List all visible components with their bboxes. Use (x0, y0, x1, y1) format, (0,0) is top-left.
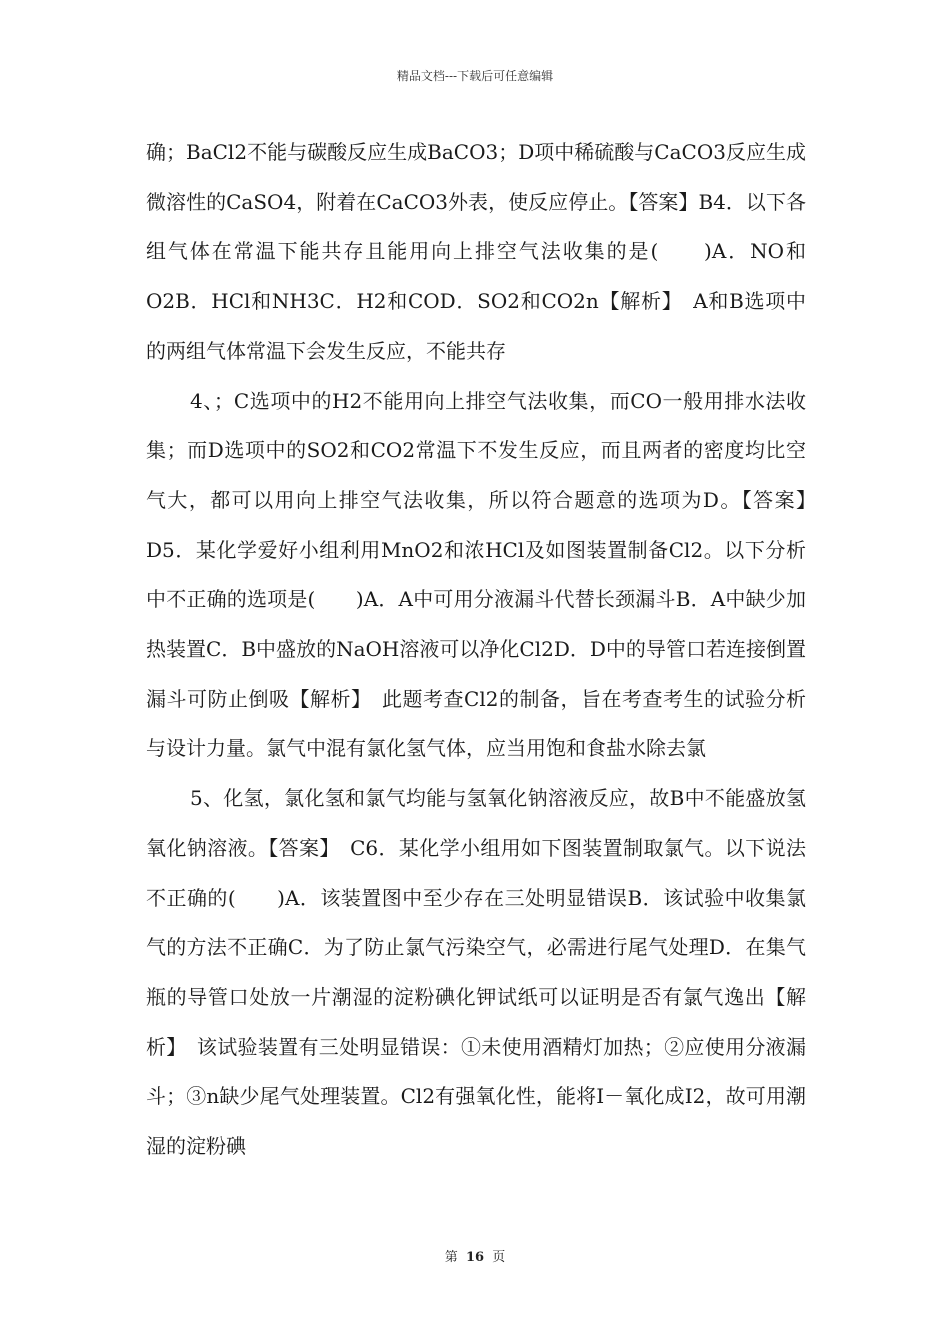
header-text: 精品文档---下载后可任意编辑 (396, 69, 554, 83)
footer-prefix: 第 (444, 1250, 458, 1265)
footer-suffix: 页 (492, 1250, 506, 1265)
page-number: 16 (465, 1250, 485, 1265)
paragraph-2: 4、；C选项中的H2不能用向上排空气法收集，而CO一般用排水法收集；而D选项中的SO2和CO2常温下不发生反应，而且两者的密度均比空气大，都可以用向上排空气法收集，所以符合题意的选项为D。【答案】 D5．某化学爱好小组利用MnO2和浓HCl及如图装置制备Cl2。以下分析中不正确的选项是( )A．A中可用分液漏斗代替长颈漏斗B．A中缺少加热装置C．B中盛放的NaOH溶液可以净化Cl2D．D中的导管口若连接倒置漏斗可防止倒吸【解析】 此题考查Cl2的制备，旨在考查考生的试验分析与设计力量。氯气中混有氯化氢气体，应当用饱和食盐水除去氯 (146, 388, 826, 761)
document-body (146, 128, 826, 1172)
paragraph-3: 5、化氢，氯化氢和氯气均能与氢氧化钠溶液反应，故B中不能盛放氢氧化钠溶液。【答案】 C6．某化学小组用如下图装置制取氯气。以下说法不正确的( )A．该装置图中至少存在三处明显错误B．该试验中收集氯气的方法不正确C．为了防止氯气污染空气，必需进行尾气处理D．在集气瓶的导管口处放一片潮湿的淀粉碘化钾试纸可以证明是否有氯气逸出【解析】 该试验装置有三处明显错误：①未使用酒精灯加热；②应使用分液漏斗；③n缺少尾气处理装置。Cl2有强氧化性，能将I－氧化成I2，故可用潮湿的淀粉碘 (146, 786, 806, 1159)
paragraph-1: 确；BaCl2不能与碳酸反应生成BaCO3；D项中稀硫酸与CaCO3反应生成微溶性的CaSO4，附着在CaCO3外表，使反应停止。【答案】B4．以下各组气体在常温下能共存且能用向上排空气法收集的是( )A．NO和O2B．HCl和NH3C．H2和COD．SO2和CO2n【解析】 A和B选项中的两组气体常温下会发生反应，不能共存 (146, 140, 806, 363)
page-header (0, 67, 950, 84)
page-footer (0, 1246, 950, 1265)
